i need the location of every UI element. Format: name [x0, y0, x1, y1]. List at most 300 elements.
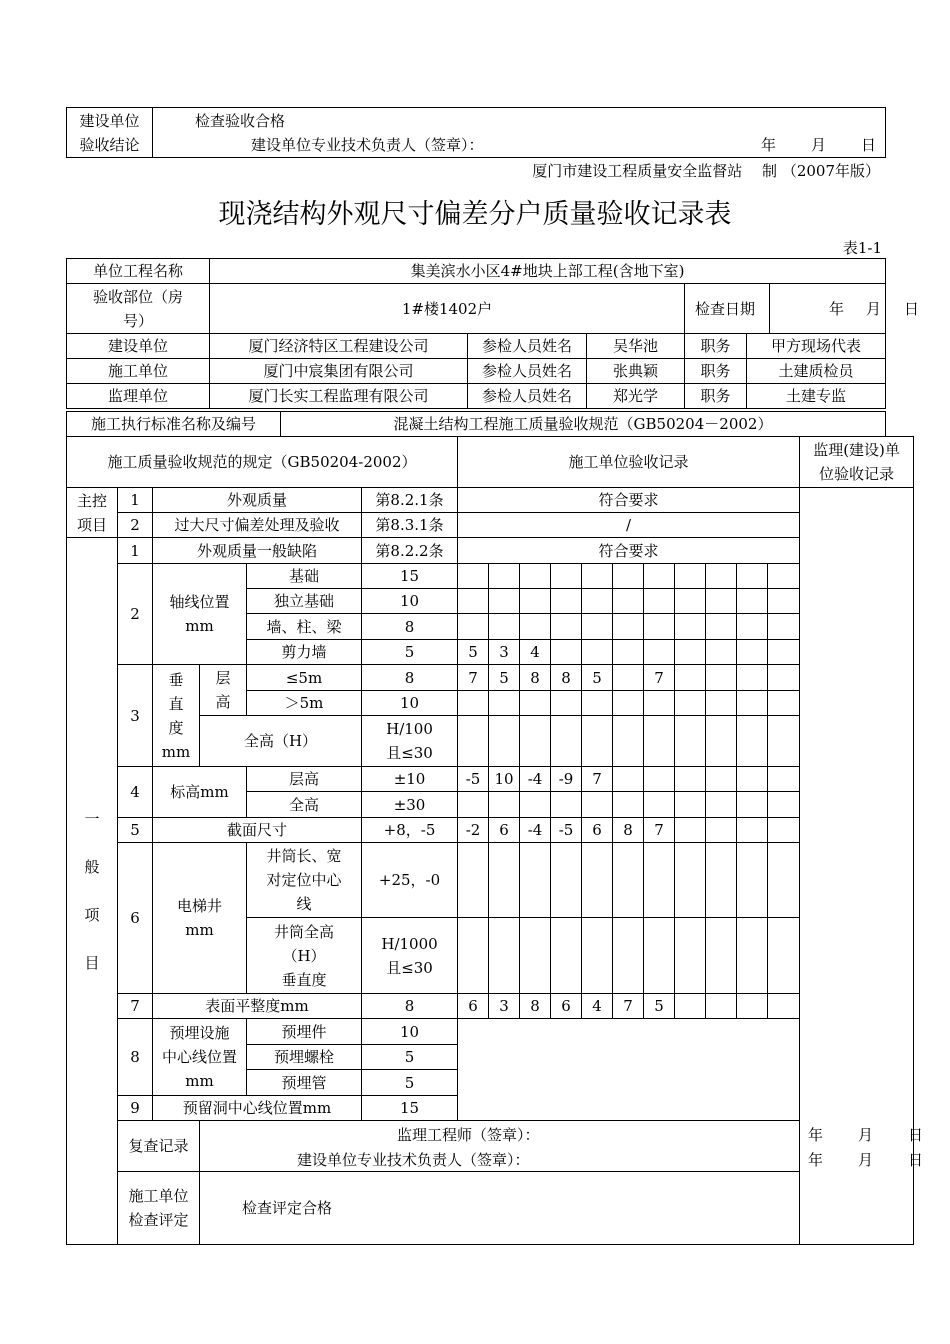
measure-cell — [768, 640, 800, 665]
project-label: 单位工程名称 — [67, 259, 210, 284]
check-date-label: 检查日期 — [695, 300, 756, 318]
measure-cell — [706, 994, 737, 1019]
part-label-line1: 验收部位（房 — [92, 287, 183, 306]
person-label: 参检人员姓名 — [468, 359, 587, 384]
issuer-line: 厦门市建设工程质量安全监督站 制 （2007年版） — [532, 162, 880, 180]
measure-cell — [737, 589, 768, 614]
measure-cell — [613, 792, 644, 818]
verticality-char: 直 — [168, 694, 184, 713]
measure-cell: 8 — [613, 818, 644, 843]
role-label: 职务 — [685, 359, 747, 384]
story-char: 层 — [215, 669, 231, 687]
tolerance: 8 — [362, 994, 458, 1019]
review-day: 日 — [908, 1126, 924, 1144]
measure-cell: 8 — [551, 665, 582, 691]
measure-cell — [551, 716, 582, 767]
sub-item-name — [247, 843, 362, 918]
eval-label-line2: 检查评定 — [128, 1211, 189, 1229]
measure-cell — [675, 818, 706, 843]
main-items-group — [67, 488, 118, 538]
measure-cell — [582, 691, 613, 716]
measure-cell — [768, 767, 800, 792]
sub-item-name: ≤5m — [247, 665, 362, 691]
table-row — [67, 665, 914, 691]
general-group-char: 一 — [84, 810, 100, 828]
measure-cell — [644, 614, 675, 640]
measure-cell — [768, 918, 800, 994]
review-content — [200, 1121, 924, 1172]
acceptance-table — [66, 436, 924, 1245]
role-label: 职务 — [685, 334, 747, 359]
measure-cell — [551, 843, 582, 918]
measure-cell: 4 — [520, 640, 551, 665]
measure-cell — [458, 614, 489, 640]
project-value: 集美滨水小区4#地块上部工程(含地下室) — [210, 259, 886, 284]
item-no: 6 — [118, 843, 153, 994]
tolerance: ±10 — [362, 767, 458, 792]
unit-label: 施工单位 — [67, 359, 210, 384]
item-no: 7 — [118, 994, 153, 1019]
item-name: 预留洞中心线位置mm — [153, 1096, 362, 1121]
sub-item-name: 剪力墙 — [247, 640, 362, 665]
item-no: 9 — [118, 1096, 153, 1121]
measure-cell: 5 — [644, 994, 675, 1019]
measure-cell — [768, 665, 800, 691]
item-name: 截面尺寸 — [153, 818, 362, 843]
measure-cell — [644, 918, 675, 994]
verticality-char: mm — [161, 742, 191, 761]
measure-cell — [706, 843, 737, 918]
tolerance-line2: 且≤30 — [386, 744, 433, 762]
sub-item-name: 预埋管 — [247, 1070, 362, 1096]
date-year: 年 — [829, 300, 845, 318]
measure-cell: 7 — [613, 994, 644, 1019]
measure-cell — [644, 767, 675, 792]
tolerance-line2: 且≤30 — [386, 958, 433, 977]
tolerance: 15 — [362, 1096, 458, 1121]
measure-cell — [582, 614, 613, 640]
measure-cell — [613, 665, 644, 691]
tolerance — [362, 918, 458, 994]
table-row — [67, 488, 914, 513]
measure-cell — [520, 918, 551, 994]
measure-cell — [458, 589, 489, 614]
item-record: 符合要求 — [458, 488, 800, 513]
measure-cell: 4 — [582, 994, 613, 1019]
measure-cell: 8 — [520, 665, 551, 691]
conclusion-result: 检查验收合格 — [195, 111, 286, 130]
measure-cell — [706, 640, 737, 665]
measure-cell — [706, 767, 737, 792]
measure-cell — [613, 716, 644, 767]
measure-cell — [489, 589, 520, 614]
conclusion-label-line1: 建设单位 — [79, 111, 140, 130]
measure-cell — [551, 564, 582, 589]
measure-cell — [644, 640, 675, 665]
measure-cell — [613, 843, 644, 918]
sub-item-name: 独立基础 — [247, 589, 362, 614]
unit-value: 厦门中宸集团有限公司 — [210, 359, 468, 384]
item-no: 1 — [118, 538, 153, 564]
table-row — [67, 767, 914, 792]
measure-cell — [706, 792, 737, 818]
table-row — [67, 334, 886, 359]
measure-cell — [520, 843, 551, 918]
table-row — [67, 1019, 914, 1045]
date-day: 日 — [904, 300, 920, 318]
main-group-line2: 项目 — [76, 515, 107, 534]
elevator-name-line1: 电梯井 — [176, 897, 222, 915]
measure-cell — [582, 564, 613, 589]
story-height-label — [200, 665, 247, 716]
table-row — [67, 818, 914, 843]
measure-cell — [551, 640, 582, 665]
role-value: 土建专监 — [747, 384, 886, 409]
measure-cell — [551, 691, 582, 716]
supervisor-header-line2: 位验收记录 — [819, 465, 895, 483]
item-clause: 第8.3.1条 — [362, 513, 458, 538]
measure-cell — [675, 994, 706, 1019]
tolerance: +8，-5 — [362, 818, 458, 843]
measure-cell — [458, 918, 489, 994]
tolerance — [362, 716, 458, 767]
conclusion-signer: 建设单位专业技术负责人（签章）： — [251, 135, 484, 154]
measure-cell — [520, 589, 551, 614]
measure-cell — [520, 614, 551, 640]
measure-cell: 6 — [582, 818, 613, 843]
supervisor-record-header — [800, 437, 914, 488]
measure-cell — [768, 589, 800, 614]
item-name: 外观质量 — [153, 488, 362, 513]
measure-cell — [675, 918, 706, 994]
measure-cell — [675, 691, 706, 716]
measure-cell — [551, 614, 582, 640]
standard-table — [66, 411, 886, 437]
check-date — [685, 284, 920, 334]
measure-cell: 6 — [489, 818, 520, 843]
measure-cell — [644, 792, 675, 818]
date-month: 月 — [866, 300, 882, 318]
sub-item-name: 墙、柱、梁 — [247, 614, 362, 640]
measure-cell — [706, 564, 737, 589]
measure-cell — [613, 918, 644, 994]
conclusion-label-line2: 验收结论 — [79, 135, 140, 154]
tolerance: 5 — [362, 1070, 458, 1096]
measure-cell: -9 — [551, 767, 582, 792]
part-label-line2: 号） — [122, 311, 153, 330]
sub-item-name: 预埋件 — [247, 1019, 362, 1045]
sub-item-name: ＞5m — [247, 691, 362, 716]
measure-cell — [675, 614, 706, 640]
table-row — [67, 513, 914, 538]
verticality-char: 度 — [168, 718, 184, 737]
review-owner-signer: 建设单位专业技术负责人（签章）： — [297, 1151, 530, 1169]
measure-cell — [520, 792, 551, 818]
unit-label: 建设单位 — [67, 334, 210, 359]
measure-cell: 7 — [582, 767, 613, 792]
item-no: 2 — [118, 513, 153, 538]
table-row — [67, 384, 886, 409]
conclusion-content — [153, 108, 886, 158]
table-row — [67, 359, 886, 384]
sub-item-line: 井筒全高 — [273, 922, 334, 941]
measure-cell — [458, 691, 489, 716]
embed-name-line: 预埋设施 — [169, 1024, 230, 1042]
measure-cell — [768, 716, 800, 767]
person-label: 参检人员姓名 — [468, 334, 587, 359]
measure-cell: -4 — [520, 818, 551, 843]
standard-value: 混凝土结构工程施工质量验收规范（GB50204－2002） — [281, 412, 886, 437]
tolerance-line1: H/1000 — [381, 934, 438, 953]
general-group-char: 目 — [84, 954, 100, 972]
measure-cell: 3 — [489, 994, 520, 1019]
sub-item-name: 全高（H） — [200, 716, 362, 767]
eval-value — [200, 1172, 914, 1245]
axis-name — [153, 564, 247, 665]
review-year: 年 — [808, 1126, 824, 1144]
item-no: 8 — [118, 1019, 153, 1096]
tolerance: 15 — [362, 564, 458, 589]
standard-label: 施工执行标准名称及编号 — [67, 412, 281, 437]
measure-cell — [737, 691, 768, 716]
measure-cell — [737, 792, 768, 818]
measure-cell: 6 — [458, 994, 489, 1019]
item-record: / — [458, 513, 800, 538]
measure-cell: 10 — [489, 767, 520, 792]
sub-item-name: 全高 — [247, 792, 362, 818]
measure-cell — [737, 818, 768, 843]
review-supervisor-signer: 监理工程师（签章）： — [397, 1126, 540, 1144]
measure-cell: 5 — [458, 640, 489, 665]
item-no: 5 — [118, 818, 153, 843]
part-value: 1#楼1402户 — [210, 284, 685, 334]
measure-cell — [737, 640, 768, 665]
tolerance: 8 — [362, 665, 458, 691]
measure-cell — [458, 716, 489, 767]
sub-item-name — [247, 918, 362, 994]
acceptance-conclusion-block — [66, 107, 886, 158]
measure-cell — [551, 918, 582, 994]
tolerance: +25，-0 — [362, 843, 458, 918]
measure-cell — [520, 716, 551, 767]
date-cell-divider — [769, 283, 770, 334]
main-group-line1: 主控 — [76, 491, 107, 510]
measure-cell — [551, 589, 582, 614]
measure-cell: 5 — [489, 665, 520, 691]
measure-cell — [768, 818, 800, 843]
review-year-2: 年 — [808, 1151, 824, 1169]
measure-cell — [737, 716, 768, 767]
axis-name-line2: mm — [185, 617, 214, 635]
measure-cell — [768, 843, 800, 918]
measure-cell — [675, 589, 706, 614]
embed-records — [458, 1019, 800, 1121]
eval-label — [118, 1172, 200, 1245]
item-no: 4 — [118, 767, 153, 818]
measure-cell: 7 — [644, 665, 675, 691]
measure-cell — [489, 792, 520, 818]
general-group-char: 项 — [84, 906, 100, 924]
measure-cell — [613, 614, 644, 640]
measure-cell — [582, 918, 613, 994]
contractor-record-header: 施工单位验收记录 — [458, 437, 800, 488]
measure-cell — [768, 564, 800, 589]
tolerance: 5 — [362, 640, 458, 665]
measure-cell — [706, 818, 737, 843]
measure-cell — [675, 665, 706, 691]
measure-cell — [675, 792, 706, 818]
spec-header: 施工质量验收规范的规定（GB50204-2002） — [67, 437, 458, 488]
sub-item-name: 层高 — [247, 767, 362, 792]
tolerance: ±30 — [362, 792, 458, 818]
measure-cell — [768, 994, 800, 1019]
tolerance: 8 — [362, 614, 458, 640]
person-value: 吴华池 — [587, 334, 685, 359]
measure-cell — [458, 843, 489, 918]
measure-cell — [613, 767, 644, 792]
tolerance-line1: H/100 — [386, 720, 433, 738]
conclusion-month: 月 — [811, 136, 827, 154]
measure-cell — [644, 564, 675, 589]
info-table — [66, 258, 920, 409]
sub-item-name: 预埋螺栓 — [247, 1045, 362, 1070]
sub-item-line: 井筒长、宽 — [266, 847, 342, 865]
measure-cell — [768, 614, 800, 640]
measure-cell — [551, 792, 582, 818]
measure-cell — [582, 716, 613, 767]
verticality-name — [153, 665, 200, 767]
review-month: 月 — [858, 1126, 874, 1144]
measure-cell — [458, 792, 489, 818]
measure-cell: 7 — [458, 665, 489, 691]
elevation-name: 标高mm — [153, 767, 247, 818]
measure-cell — [737, 918, 768, 994]
sub-item-line: 线 — [296, 895, 312, 913]
review-month-2: 月 — [858, 1151, 874, 1169]
measure-cell — [768, 792, 800, 818]
review-day-2: 日 — [908, 1151, 924, 1169]
measure-cell — [520, 691, 551, 716]
tolerance: 5 — [362, 1045, 458, 1070]
table-number: 表1-1 — [842, 239, 882, 257]
measure-cell — [675, 716, 706, 767]
measure-cell — [706, 691, 737, 716]
measure-cell — [675, 843, 706, 918]
measure-cell — [520, 564, 551, 589]
measure-cell — [737, 767, 768, 792]
tolerance: 10 — [362, 691, 458, 716]
conclusion-day: 日 — [861, 136, 877, 154]
measure-cell: -5 — [458, 767, 489, 792]
role-label: 职务 — [685, 384, 747, 409]
measure-cell — [737, 564, 768, 589]
role-value: 甲方现场代表 — [747, 334, 886, 359]
sub-item-name: 基础 — [247, 564, 362, 589]
measure-cell — [737, 843, 768, 918]
person-value: 张典颖 — [587, 359, 685, 384]
item-name: 外观质量一般缺陷 — [153, 538, 362, 564]
document-title: 现浇结构外观尺寸偏差分户质量验收记录表 — [218, 199, 732, 230]
item-record: 符合要求 — [458, 538, 800, 564]
unit-label: 监理单位 — [67, 384, 210, 409]
measure-cell: -2 — [458, 818, 489, 843]
measure-cell — [737, 665, 768, 691]
measure-cell — [489, 843, 520, 918]
measure-cell: -4 — [520, 767, 551, 792]
measure-cell — [768, 691, 800, 716]
elevator-name-line2: mm — [185, 921, 214, 939]
item-name: 过大尺寸偏差处理及验收 — [153, 513, 362, 538]
role-value: 土建质检员 — [747, 359, 886, 384]
item-no: 1 — [118, 488, 153, 513]
measure-cell: 5 — [582, 665, 613, 691]
unit-value: 厦门经济特区工程建设公司 — [210, 334, 468, 359]
table-row — [67, 538, 914, 564]
measure-cell: 6 — [551, 994, 582, 1019]
measure-cell — [489, 918, 520, 994]
item-name: 表面平整度mm — [153, 994, 362, 1019]
general-group-char: 般 — [84, 858, 100, 876]
measure-cell — [613, 564, 644, 589]
item-no: 2 — [118, 564, 153, 665]
person-label: 参检人员姓名 — [468, 384, 587, 409]
measure-cell — [706, 665, 737, 691]
measure-cell — [613, 640, 644, 665]
verticality-char: 垂 — [168, 670, 184, 689]
tolerance: 10 — [362, 1019, 458, 1045]
measure-cell — [644, 843, 675, 918]
measure-cell: -5 — [551, 818, 582, 843]
item-no: 3 — [118, 665, 153, 767]
measure-cell — [706, 614, 737, 640]
measure-cell — [582, 640, 613, 665]
measure-cell — [706, 716, 737, 767]
measure-cell — [582, 843, 613, 918]
measure-cell — [675, 767, 706, 792]
conclusion-year: 年 — [761, 136, 777, 154]
part-label — [67, 284, 210, 334]
conclusion-label — [67, 108, 153, 158]
measure-cell — [737, 994, 768, 1019]
measure-cell — [706, 918, 737, 994]
measure-cell — [737, 614, 768, 640]
sub-item-line: （H） — [282, 946, 326, 965]
table-row — [67, 994, 914, 1019]
supervisor-header-line1: 监理(建设)单 — [813, 441, 900, 459]
measure-cell — [489, 564, 520, 589]
measure-cell — [706, 589, 737, 614]
embed-name-line: mm — [185, 1072, 214, 1090]
sub-item-line: 对定位中心 — [266, 871, 342, 889]
embed-name — [153, 1019, 247, 1096]
measure-cell — [613, 589, 644, 614]
eval-label-line1: 施工单位 — [128, 1187, 189, 1205]
story-char: 高 — [215, 693, 231, 711]
measure-cell — [489, 716, 520, 767]
measure-cell: 3 — [489, 640, 520, 665]
eval-result: 检查评定合格 — [242, 1199, 333, 1217]
sub-item-line: 垂直度 — [281, 970, 327, 989]
measure-cell — [644, 691, 675, 716]
measure-cell — [644, 716, 675, 767]
measure-cell — [582, 589, 613, 614]
item-clause: 第8.2.2条 — [362, 538, 458, 564]
person-value: 郑光学 — [587, 384, 685, 409]
measure-cell — [675, 564, 706, 589]
table-row — [67, 843, 914, 918]
table-row — [67, 564, 914, 589]
measure-cell — [458, 564, 489, 589]
